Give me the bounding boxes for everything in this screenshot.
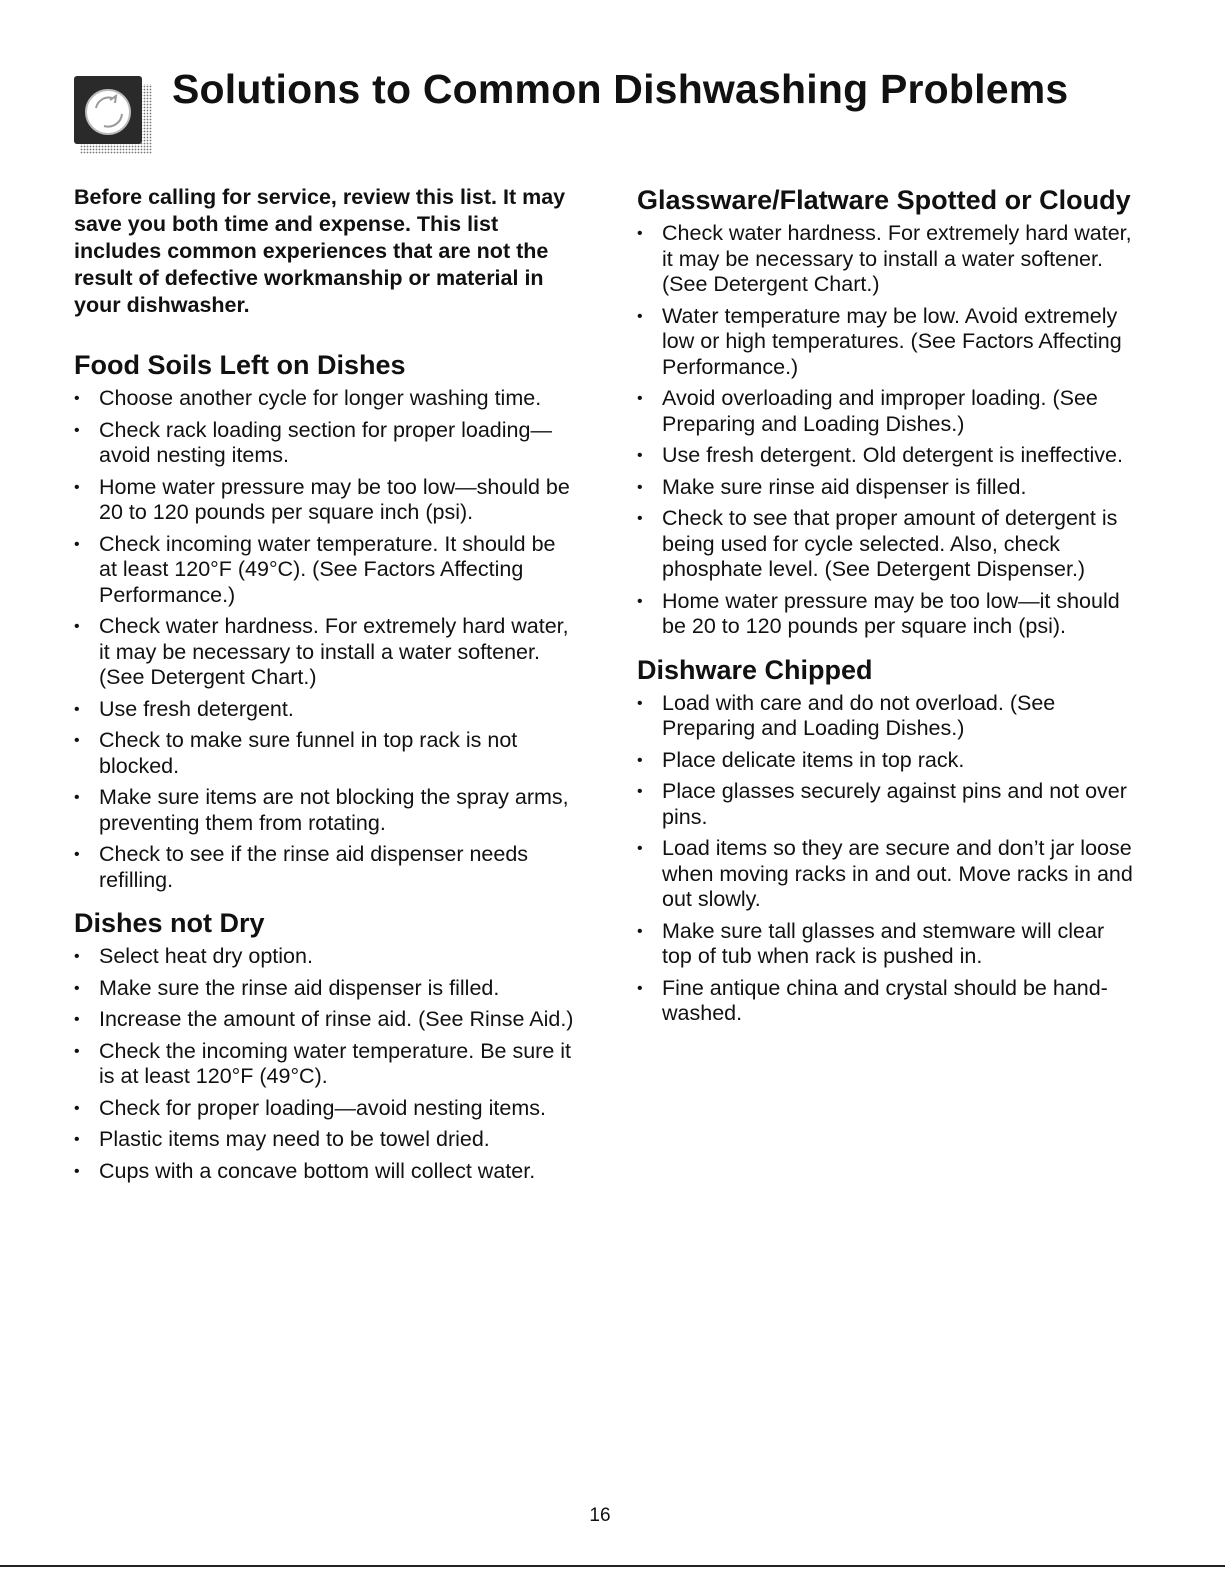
section-heading-not-dry: Dishes not Dry bbox=[74, 908, 265, 938]
list-item: • Make sure items are not blocking the spray arms, preventing them from rotating. bbox=[74, 785, 574, 836]
spotted-list bbox=[637, 221, 1137, 640]
list-item: • Cups with a concave bottom will collect water. bbox=[74, 1159, 574, 1185]
list-item: • Increase the amount of rinse aid. (See Rinse Aid.) bbox=[74, 1007, 574, 1033]
list-item: • Make sure the rinse aid dispenser is filled. bbox=[74, 976, 574, 1002]
list-item: • Plastic items may need to be towel dried. bbox=[74, 1127, 574, 1153]
list-item: • Choose another cycle for longer washing time. bbox=[74, 386, 574, 412]
list-item: • Use fresh detergent. Old detergent is ineffective. bbox=[637, 443, 1137, 469]
list-item: • Check to see that proper amount of detergent is being used for cycle selected. Also, check phosphate level. (See Detergent Dispenser.) bbox=[637, 506, 1137, 583]
list-item: • Check water hardness. For extremely hard water, it may be necessary to install a water softener. (See Detergent Chart.) bbox=[637, 221, 1137, 298]
list-item: • Check to see if the rinse aid dispenser needs refilling. bbox=[74, 842, 574, 893]
right-column bbox=[637, 184, 1137, 1041]
list-item: • Check incoming water temperature. It should be at least 120°F (49°C). (See Factors Affecting Performance.) bbox=[74, 532, 574, 609]
section-heading-food-soils: Food Soils Left on Dishes bbox=[74, 350, 406, 380]
list-item: • Use fresh detergent. bbox=[74, 697, 574, 723]
list-item: • Check the incoming water temperature. Be sure it is at least 120°F (49°C). bbox=[74, 1039, 574, 1090]
list-item: • Avoid overloading and improper loading. (See Preparing and Loading Dishes.) bbox=[637, 386, 1137, 437]
bottom-divider bbox=[0, 1565, 1225, 1567]
list-item: • Place glasses securely against pins and not over pins. bbox=[637, 779, 1137, 830]
section-heading-spotted: Glassware/Flatware Spotted or Cloudy bbox=[637, 185, 1131, 215]
intro-text: Before calling for service, review this list. It may save you both time and expense. This list includes common experiences that are not the result of defective workmanship or material in your dishwasher. bbox=[74, 185, 566, 317]
list-item: • Place delicate items in top rack. bbox=[637, 748, 1137, 774]
list-item: • Check to make sure funnel in top rack is not blocked. bbox=[74, 728, 574, 779]
left-column bbox=[74, 184, 574, 1198]
food-soils-list bbox=[74, 386, 574, 893]
list-item: • Water temperature may be low. Avoid extremely low or high temperatures. (See Factors Affecting Performance.) bbox=[637, 304, 1137, 381]
list-item: • Make sure tall glasses and stemware will clear top of tub when rack is pushed in. bbox=[637, 919, 1137, 970]
list-item: • Select heat dry option. bbox=[74, 944, 574, 970]
list-item: • Check water hardness. For extremely hard water, it may be necessary to install a water softener. (See Detergent Chart.) bbox=[74, 614, 574, 691]
section-heading-chipped: Dishware Chipped bbox=[637, 654, 873, 685]
list-item: • Home water pressure may be too low—it should be 20 to 120 pounds per square inch (psi). bbox=[637, 589, 1137, 640]
dishwasher-logo-icon bbox=[74, 76, 152, 154]
list-item: • Check for proper loading—avoid nesting items. bbox=[74, 1096, 574, 1122]
page-title: Solutions to Common Dishwashing Problems bbox=[172, 66, 1069, 112]
page-number: 16 bbox=[589, 1505, 611, 1526]
list-item: • Check rack loading section for proper loading—avoid nesting items. bbox=[74, 418, 574, 469]
not-dry-list bbox=[74, 944, 574, 1184]
list-item: • Load items so they are secure and don’t jar loose when moving racks in and out. Move racks in and out slowly. bbox=[637, 836, 1137, 913]
list-item: • Load with care and do not overload. (See Preparing and Loading Dishes.) bbox=[637, 691, 1137, 742]
chipped-list bbox=[637, 691, 1137, 1027]
list-item: • Make sure rinse aid dispenser is filled. bbox=[637, 475, 1137, 501]
list-item: • Fine antique china and crystal should be hand-washed. bbox=[637, 976, 1137, 1027]
list-item: • Home water pressure may be too low—should be 20 to 120 pounds per square inch (psi). bbox=[74, 475, 574, 526]
page-header bbox=[74, 66, 1174, 166]
